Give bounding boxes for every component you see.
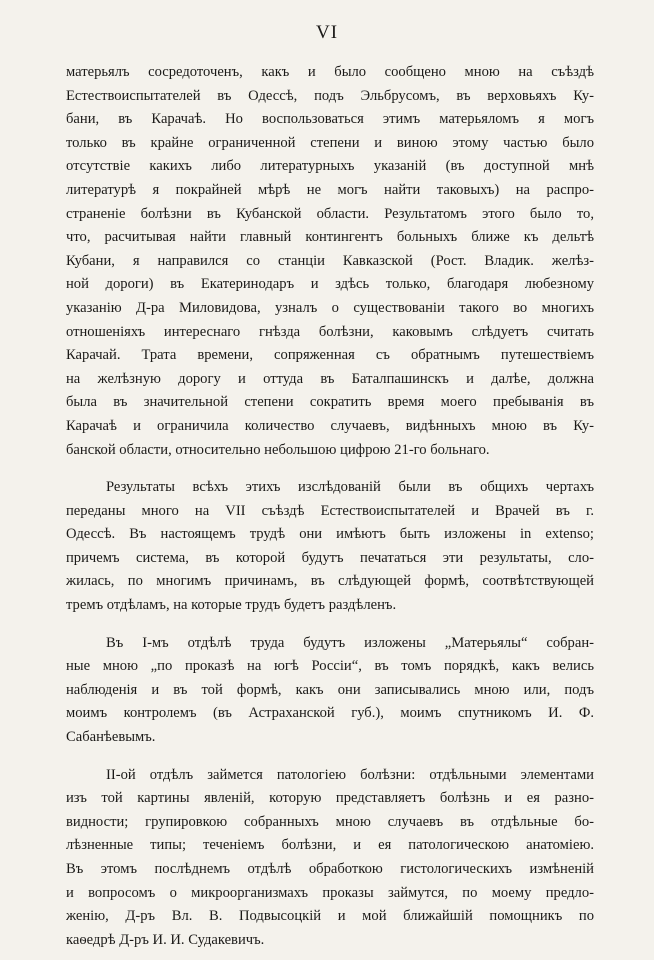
paragraph-2 — [66, 476, 594, 618]
text-line: лѣзненные типы; теченіемъ болѣзни, и ея патологическою анатоміею. — [66, 837, 594, 854]
text-line: каѳедрѣ Д-ръ И. И. Судакевичъ. — [66, 931, 265, 948]
text-line: указанію Д-ра Миловидова, узналъ о существованіи такого во многихъ — [66, 299, 594, 316]
text-line: была въ значительной степени сократить время моего пребыванія въ — [66, 394, 594, 411]
text-line: литературѣ я покрайней мѣрѣ не могъ найти таковыхъ) на распро- — [66, 181, 594, 198]
text-line: тремъ отдѣламъ, на которые трудъ будетъ раздѣленъ. — [66, 597, 397, 614]
text-line: банской области, относительно небольшою цифрою 21-го больнаго. — [66, 441, 490, 458]
text-line: жилась, по многимъ причинамъ, въ слѣдующей формѣ, соотвѣтствующей — [66, 573, 594, 590]
text-line: Одессѣ. Въ настоящемъ трудѣ они имѣютъ быть изложены in extenso; — [66, 526, 594, 543]
text-line: изъ той картины явленій, которую представляетъ болѣзнь и ея разно- — [66, 790, 594, 807]
text-line: Карачаѣ и ограничила количество случаевъ, видѣнныхъ мною въ Ку- — [66, 417, 594, 434]
text-line: Сабанѣевымъ. — [66, 729, 156, 746]
paragraph-4 — [66, 764, 594, 953]
text-line: Въ I-мъ отдѣлѣ труда будутъ изложены „Матерьялы“ собран- — [106, 634, 594, 651]
paragraph-1 — [66, 61, 594, 462]
text-line: видности; групировкою собранныхъ мною случаевъ въ отдѣльные бо- — [66, 813, 594, 830]
text-line: только въ крайне ограниченной степени и виною этому частью было — [66, 134, 594, 151]
page-number: VI — [315, 22, 339, 43]
text-line: наблюденія и въ той формѣ, какъ они записывались мною или, подъ — [66, 681, 594, 698]
text-line: женію, Д-ръ Вл. В. Подвысоцкій и мой ближайшій помощникъ по — [66, 908, 594, 925]
text-line: ной дороги) въ Екатеринодаръ и здѣсь только, благодаря любезному — [66, 276, 594, 293]
text-line: страненіе болѣзни въ Кубанской области. Результатомъ этого было то, — [66, 205, 594, 222]
text-line: отсутствіе какихъ либо литературныхъ указаній (въ доступной мнѣ — [66, 158, 594, 175]
text-line: бани, въ Карачаѣ. Но воспользоваться этимъ матерьяломъ я могъ — [66, 111, 594, 128]
text-line: причемъ система, въ которой будутъ печататься эти результаты, сло- — [66, 549, 594, 566]
text-line: Естествоиспытателей въ Одессѣ, подъ Эльбрусомъ, въ верховьяхъ Ку- — [66, 87, 594, 104]
text-line: Въ этомъ послѣднемъ отдѣлѣ обработкою гистологическихъ измѣненій — [66, 861, 594, 877]
text-line: на желѣзную дорогу и оттуда въ Баталпашинскъ и далѣе, должна — [66, 370, 594, 387]
text-line: матерьялъ сосредоточенъ, какъ и было сообщено мною на съѣздѣ — [66, 64, 594, 80]
text-line: моимъ контролемъ (въ Астраханской губ.), моимъ спутникомъ И. Ф. — [66, 705, 594, 722]
text-line: II-ой отдѣлъ займется патологіею болѣзни: отдѣльными элементами — [106, 766, 594, 783]
text-line: ные мною „по проказѣ на югѣ Россіи“, въ томъ порядкѣ, какъ велись — [66, 658, 594, 675]
text-line: Кубани, я направился со станціи Кавказской (Рост. Владик. желѣз- — [66, 252, 594, 269]
body-text — [66, 61, 594, 952]
text-line: Карачай. Трата времени, сопряженная съ обратнымъ путешествіемъ — [66, 347, 594, 364]
paragraph-3 — [66, 632, 594, 750]
text-line: переданы много на VII съѣздѣ Естествоиспытателей и Врачей въ г. — [66, 502, 594, 519]
text-line: Результаты всѣхъ этихъ изслѣдованій были въ общихъ чертахъ — [106, 479, 594, 496]
text-line: и вопросомъ о микроорганизмахъ проказы займутся, по моему предло- — [66, 884, 594, 901]
text-line: отношеніяхъ интереснаго гнѣзда болѣзни, каковымъ слѣдуетъ считать — [66, 323, 594, 340]
text-line: что, расчитывая найти главный контингентъ больныхъ ближе къ дельтѣ — [66, 229, 594, 246]
